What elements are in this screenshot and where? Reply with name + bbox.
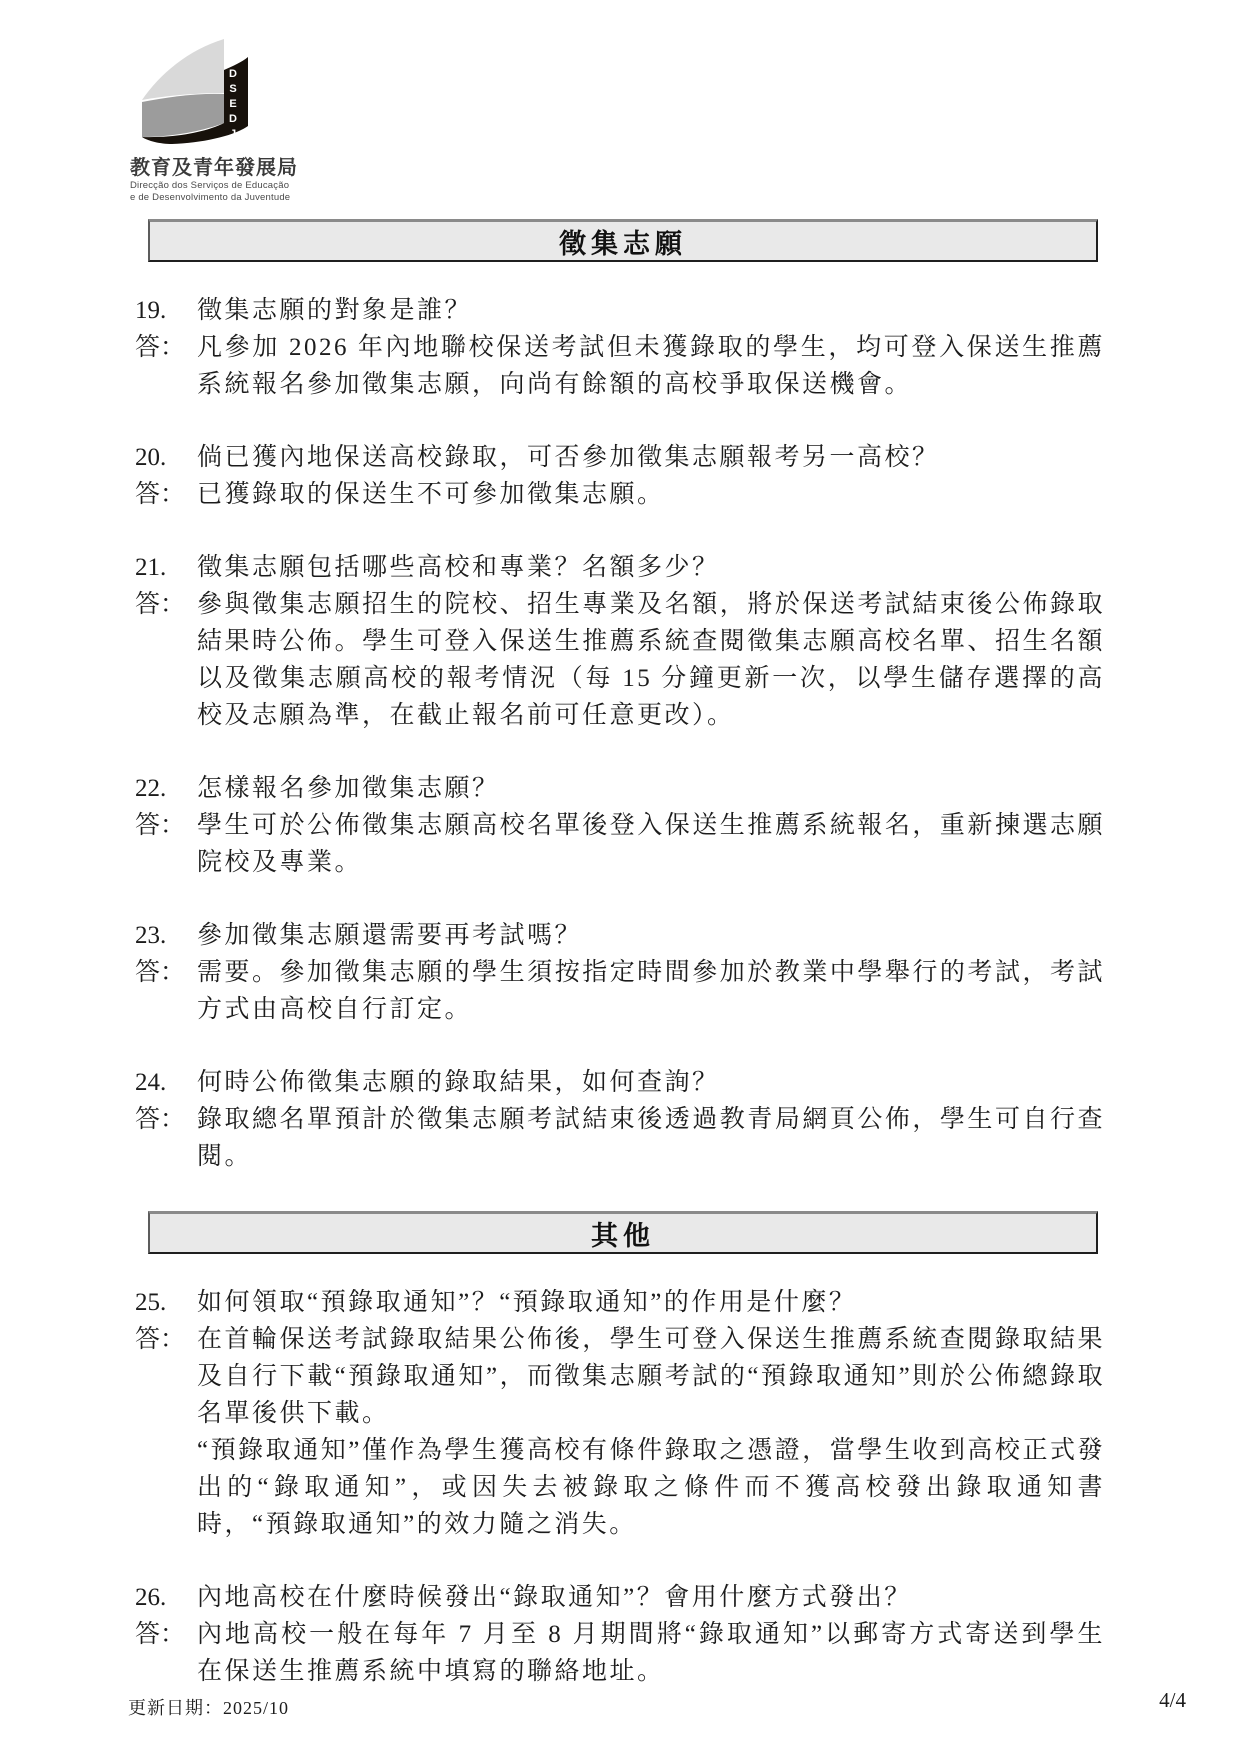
answer-paragraph: 參與徵集志願招生的院校、招生專業及名額，將於保送考試結束後公佈錄取結果時公佈。學生可登入保送生推薦系統查閱徵集志願高校名單、招生名額以及徵集志願高校的報考情況（每 15 分鐘更新一次，以學生儲存選擇的高校及志願為準，在截止報名前可任意更改）。: [197, 591, 1105, 729]
answer-text: [197, 954, 1105, 1028]
dsedj-logo-mark-icon: [136, 36, 260, 148]
question-number: 23.: [135, 922, 167, 949]
answer-label: 答：: [135, 334, 186, 361]
org-name-pt-line1: Direcção dos Serviços de Educação: [130, 180, 290, 191]
answer-text: [197, 807, 1105, 881]
section-header-collection-of-preferences: 徵集志願: [148, 219, 1098, 262]
answer-paragraph: 內地高校一般在每年 7 月至 8 月期間將“錄取通知”以郵寄方式寄送到學生在保送生推薦系統中填寫的聯絡地址。: [197, 1621, 1105, 1685]
question-text: 倘已獲內地保送高校錄取，可否參加徵集志願報考另一高校？: [197, 444, 940, 471]
answer-label: 答：: [135, 1326, 186, 1353]
qa-item-23: [135, 917, 1105, 1028]
question-number: 24.: [135, 1069, 167, 1096]
qa-item-20: [135, 439, 1105, 513]
update-date: 更新日期：2025/10: [128, 1698, 290, 1718]
answer-text: [197, 1321, 1105, 1543]
qa-item-26: [135, 1579, 1105, 1690]
answer-paragraph: 在首輪保送考試錄取結果公佈後，學生可登入保送生推薦系統查閱錄取結果及自行下載“預錄取通知”，而徵集志願考試的“預錄取通知”則於公佈總錄取名單後供下載。: [197, 1326, 1105, 1427]
question-text: 徵集志願包括哪些高校和專業？名額多少？: [197, 554, 720, 581]
qa-item-25: [135, 1284, 1105, 1543]
org-name-zh: 教育及青年發展局: [130, 157, 298, 179]
answer-paragraph: 凡參加 2026 年內地聯校保送考試但未獲錄取的學生，均可登入保送生推薦系統報名參加徵集志願，向尚有餘額的高校爭取保送機會。: [197, 334, 1105, 398]
answer-label: 答：: [135, 812, 186, 839]
answer-label: 答：: [135, 481, 186, 508]
answer-label: 答：: [135, 591, 186, 618]
answer-label: 答：: [135, 1621, 186, 1648]
qa-item-19: [135, 292, 1105, 403]
question-text: 徵集志願的對象是誰？: [197, 297, 473, 324]
answer-paragraph: “預錄取通知”僅作為學生獲高校有條件錄取之憑證，當學生收到高校正式發出的“錄取通知”，或因失去被錄取之條件而不獲高校發出錄取通知書時，“預錄取通知”的效力隨之消失。: [197, 1437, 1105, 1538]
qa-item-24: [135, 1064, 1105, 1175]
dsedj-acronym: DSEDJ: [227, 68, 239, 143]
answer-paragraph: 已獲錄取的保送生不可參加徵集志願。: [197, 481, 665, 508]
org-name-pt-line2: e de Desenvolvimento da Juventude: [130, 192, 291, 203]
question-number: 22.: [135, 775, 167, 802]
answer-text: [197, 1616, 1105, 1690]
qa-item-22: [135, 770, 1105, 881]
answer-text: [197, 1101, 1105, 1175]
answer-paragraph: 需要。參加徵集志願的學生須按指定時間參加於教業中學舉行的考試，考試方式由高校自行訂定。: [197, 959, 1105, 1023]
question-number: 21.: [135, 554, 167, 581]
dsedj-logo: [130, 36, 450, 204]
question-number: 26.: [135, 1584, 167, 1611]
answer-label: 答：: [135, 959, 186, 986]
qa-item-21: [135, 549, 1105, 734]
answer-paragraph: 錄取總名單預計於徵集志願考試結束後透過教青局網頁公佈，學生可自行查閱。: [197, 1106, 1105, 1170]
question-text: 如何領取“預錄取通知”？“預錄取通知”的作用是什麼？: [197, 1289, 857, 1316]
answer-paragraph: 學生可於公佈徵集志願高校名單後登入保送生推薦系統報名，重新揀選志願院校及專業。: [197, 812, 1105, 876]
question-number: 19.: [135, 297, 167, 324]
document-body: [0, 219, 1240, 1726]
question-number: 25.: [135, 1289, 167, 1316]
question-text: 何時公佈徵集志願的錄取結果，如何查詢？: [197, 1069, 720, 1096]
page-number: 4/4: [1159, 1688, 1186, 1712]
question-text: 怎樣報名參加徵集志願？: [197, 775, 500, 802]
section-header-others: 其他: [148, 1211, 1098, 1254]
question-text: 參加徵集志願還需要再考試嗎？: [197, 922, 583, 949]
answer-text: [197, 476, 1105, 513]
answer-text: [197, 586, 1105, 734]
answer-text: [197, 329, 1105, 403]
question-number: 20.: [135, 444, 167, 471]
answer-label: 答：: [135, 1106, 186, 1133]
question-text: 內地高校在什麼時候發出“錄取通知”？會用什麼方式發出？: [197, 1584, 912, 1611]
